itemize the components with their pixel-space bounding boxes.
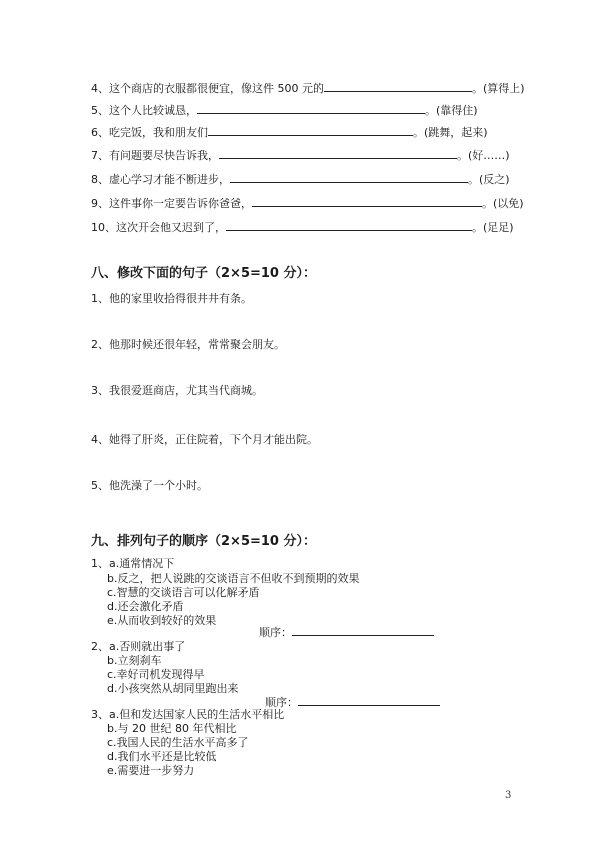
sentence-line: a.否则就出事了: [109, 640, 186, 653]
order-answer-1: [259, 624, 434, 640]
hint: (反之): [479, 173, 510, 186]
item-number: 9、: [91, 197, 109, 210]
hint: (足足): [483, 221, 514, 234]
sentence-line: a.通常情况下: [109, 557, 175, 570]
answer-blank[interactable]: [226, 219, 472, 231]
group-number: 1、: [91, 557, 109, 570]
section-9-heading: 九、排列句子的顺序（2×5=10 分）：: [91, 534, 316, 549]
sentence-line: a.但和发达国家人民的生活水平相比: [109, 708, 285, 721]
item-text: 有问题要尽快告诉我，: [109, 149, 219, 162]
item-number: 6、: [91, 126, 109, 139]
item-text: 吃完饭，我和朋友们: [109, 126, 208, 139]
item-number: 10、: [91, 221, 116, 234]
fill-item-6: [91, 124, 488, 140]
section-8-heading: 八、修改下面的句子（2×5=10 分）：: [91, 266, 316, 281]
hint: (靠得住): [436, 104, 478, 117]
hint: (算得上): [483, 82, 525, 95]
sentence-line: d.还会激化矛盾: [107, 600, 184, 613]
fill-item-9: [91, 195, 524, 211]
sentence-line: b.反之，把人说跳的交谈语言不但收不到预期的效果: [107, 572, 360, 585]
period: 。: [425, 104, 436, 117]
order-blank[interactable]: [292, 625, 434, 636]
item-text: 这个人比较诚恳，: [109, 104, 197, 117]
sentence-line: d.我们水平还是比较低: [107, 750, 217, 763]
item-number: 7、: [91, 149, 109, 162]
order-label: 顺序：: [265, 696, 298, 709]
page-number: 3: [505, 790, 512, 801]
answer-blank[interactable]: [252, 195, 482, 207]
answer-blank[interactable]: [197, 102, 425, 114]
sentence-line: b.与 20 世纪 80 年代相比: [107, 722, 237, 735]
fill-item-5: [91, 102, 478, 118]
period: 。: [457, 149, 468, 162]
fill-item-4: [91, 80, 525, 96]
fill-item-7: [91, 147, 510, 163]
answer-blank[interactable]: [324, 80, 472, 92]
correction-item-3: 3、我很爱逛商店，尤其当代商城。: [91, 384, 263, 397]
group-number: 2、: [91, 640, 109, 653]
fill-item-10: [91, 219, 514, 235]
sentence-line: c.幸好司机发现得早: [107, 668, 205, 681]
period: 。: [472, 221, 483, 234]
period: 。: [413, 126, 424, 139]
sentence-line: b.立刻刹车: [107, 654, 162, 667]
sentence-line: d.小孩突然从胡同里跑出来: [107, 682, 239, 695]
item-text: 这件事你一定要告诉你爸爸，: [109, 197, 252, 210]
item-text: 这个商店的衣服都很便宜，像这件 500 元的: [109, 82, 324, 95]
correction-item-2: 2、他那时候还很年轻，常常聚会朋友。: [91, 338, 285, 351]
item-number: 5、: [91, 104, 109, 117]
order-answer-2: [265, 694, 440, 710]
answer-blank[interactable]: [208, 124, 413, 136]
fill-item-8: [91, 171, 510, 187]
period: 。: [482, 197, 493, 210]
sentence-line: c.我国人民的生活水平高多了: [107, 736, 249, 749]
period: 。: [468, 173, 479, 186]
item-text: 虚心学习才能不断进步，: [109, 173, 230, 186]
correction-item-5: 5、他洗澡了一个小时。: [91, 479, 208, 492]
hint: (以免): [493, 197, 524, 210]
answer-blank[interactable]: [219, 147, 457, 159]
order-blank[interactable]: [298, 695, 440, 706]
period: 。: [472, 82, 483, 95]
answer-blank[interactable]: [230, 171, 468, 183]
order-group-1: [91, 555, 174, 571]
correction-item-4: 4、她得了肝炎，正住院着，下个月才能出院。: [91, 433, 318, 446]
hint: (好……): [468, 149, 510, 162]
correction-item-1: 1、他的家里收拾得很井井有条。: [91, 292, 252, 305]
sentence-line: e.从而收到较好的效果: [107, 614, 217, 627]
item-number: 4、: [91, 82, 109, 95]
sentence-line: c.智慧的交谈语言可以化解矛盾: [107, 586, 260, 599]
hint: (跳舞，起来): [424, 126, 488, 139]
group-number: 3、: [91, 708, 109, 721]
sentence-line: e.需要进一步努力: [107, 764, 195, 777]
order-label: 顺序：: [259, 626, 292, 639]
item-number: 8、: [91, 173, 109, 186]
item-text: 这次开会他又迟到了，: [116, 221, 226, 234]
